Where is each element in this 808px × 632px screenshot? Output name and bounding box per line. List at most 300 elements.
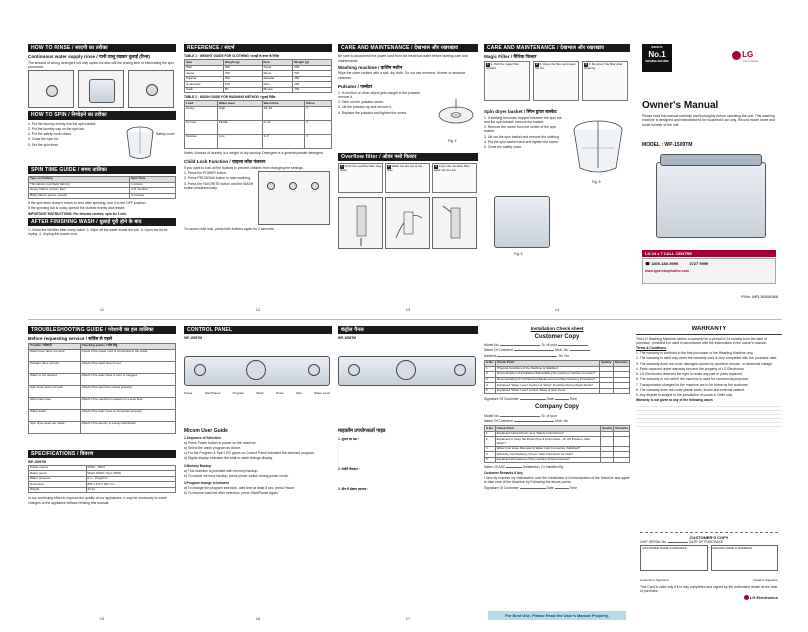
magic-step-2: 2 2. Open the filter and clean the lint. bbox=[533, 61, 579, 101]
check-point: Explained 'Water Level' function & 'Water' Overflow During Wash Mode? bbox=[495, 383, 599, 389]
timer-knob-icon bbox=[46, 85, 58, 97]
reference-notes: Notes: Amount of laundry is a weight of dry laundry. Detergent is a general powder detergent. bbox=[184, 150, 324, 155]
magic-step-3: 3 3. Re-insert the filter after cleaning. bbox=[582, 61, 628, 101]
hindi-item: 2. मेमोरी बैकअप : bbox=[338, 466, 360, 471]
check-point: Explained all Features of the machine & Demo Ready? bbox=[495, 457, 600, 463]
hand-icon bbox=[386, 198, 431, 250]
control-panel-header: CONTROL PANEL bbox=[184, 326, 332, 334]
customer-address-box: CUSTOMER NAME & ADDRESS bbox=[640, 545, 708, 571]
washer-icon bbox=[89, 79, 115, 103]
customer-address-field: Address Tel. No. bbox=[484, 353, 570, 358]
table-cell: 0.3 ~ 8 kgf/cm² bbox=[86, 476, 175, 482]
wash-table-title: TABLE 2 : WASH GUIDE FOR WASHING METHOD / धुलाई निर्देश bbox=[184, 95, 276, 100]
part-number: P/No. MFL36508366 bbox=[741, 294, 778, 299]
customer-signature-field: Signature Of Customer Date Time bbox=[484, 397, 578, 402]
troubleshoot-header: TROUBLESHOOTING GUIDE / परेशानी का हल तालिका bbox=[28, 326, 176, 334]
table-cell: Check if the machine is placed on a level floor. bbox=[80, 397, 175, 409]
rinse-header: HOW TO RINSE / सादगी का तरीका bbox=[28, 44, 176, 52]
overflow-illustration bbox=[432, 197, 477, 249]
panel-label: Power bbox=[184, 391, 193, 396]
spin-note: If the spinning tub is noisy, spread the clothes evenly and restart. bbox=[28, 206, 126, 211]
warranty-term: 4. Parts replaced under warranty become the property of LG Electronics. bbox=[636, 366, 745, 371]
spin-basket-step: 4. Put the spin basket back and tighten the screw. bbox=[484, 139, 559, 144]
sequence-step: c) For the Program & Spin LED glows on Control Panel indicates the selected program. bbox=[184, 451, 315, 455]
website: www.lgservicepluslive.com bbox=[645, 269, 689, 273]
table-cell: 3~5 bbox=[262, 134, 305, 148]
warranty-term: 6. The warranty is not valid if the machine is used for commercial purposes. bbox=[636, 377, 750, 382]
favorite-button-icon bbox=[311, 182, 319, 190]
check-point: Demonstration of Installation/Disinstalling the washing machine is proper? bbox=[495, 372, 599, 378]
cover-machine-illustration bbox=[656, 152, 766, 242]
control-panel-model-hindi: WP-1509TM bbox=[338, 336, 356, 341]
warranty-title: WARRANTY bbox=[636, 326, 782, 335]
weight-table bbox=[184, 59, 332, 93]
warranty-intro: This LG Washing Machine carries a warranty for a period of 24 months from the date of purchase, provided it is used in accordance with the instructions in the owner's manual. bbox=[636, 336, 767, 345]
micom-title-hindi: माइकॉम उपयोगकर्ता गाइड bbox=[338, 428, 386, 435]
table-row bbox=[185, 87, 332, 93]
phone-2: 3727 9999 bbox=[689, 261, 709, 266]
table-header-cell: S.No. bbox=[486, 360, 494, 365]
magic-filter-steps bbox=[484, 61, 630, 103]
overflow-step-1: 1 Push the overflow filter cap down. bbox=[338, 163, 383, 193]
sequence-step: b) Select the wash program as above. bbox=[184, 445, 242, 450]
rinse-step-3 bbox=[128, 70, 174, 108]
child-lock-panel-illustration bbox=[258, 171, 330, 225]
table-cell: 3~5 minutes bbox=[130, 188, 176, 194]
table-cell: 700 bbox=[223, 71, 262, 77]
care-header: CARE AND MAINTENANCE / देखभाल और रखरखाव bbox=[338, 44, 478, 52]
warranty-term: 5. LG Electronics reserves the right to retain any part or parts replaced. bbox=[636, 372, 743, 376]
warranty-term: 3. The warranty does not cover damages caused by accident, misuse, or abnormal voltage. bbox=[636, 361, 773, 366]
pulsator-steps bbox=[338, 91, 428, 116]
spin-basket-step: 5. Close the safety cover. bbox=[484, 145, 523, 150]
child-lock-steps bbox=[184, 171, 332, 227]
customer-model-field: Model No. Sr. of your bbox=[484, 343, 630, 347]
model-label: MODEL : WP-1509TM bbox=[642, 142, 693, 148]
table-cell: 5 minutes bbox=[130, 193, 176, 199]
table-header-cell: Check Point bbox=[495, 426, 600, 432]
table-cell: Sock bbox=[185, 87, 224, 93]
table-cell: Power source bbox=[29, 465, 87, 471]
tap-icon bbox=[146, 84, 158, 96]
table-row: 4 Explained 'Water Level' function & 'Water' Overflow During Wash Mode? bbox=[485, 383, 630, 389]
table-cell: 230V~, 50Hz bbox=[86, 465, 175, 471]
sequence-step: d) Digital display indicates the total or wash timings display. bbox=[184, 456, 273, 461]
child-lock-step: 1. Press the POWER button. bbox=[184, 171, 228, 176]
warranty-footer-note: This Card is valid only if it is duly completed and signed by the authorised dealer at the date of purchase. bbox=[640, 585, 778, 594]
terms-title: Terms & Conditions bbox=[636, 346, 667, 350]
spec-table bbox=[28, 465, 176, 494]
spin-time-header: SPIN TIME GUIDE / समय तालिका bbox=[28, 166, 176, 174]
check-point: Demonstrating of Lid Filter/Lint Basket and Overflow Cleaning Procedure? bbox=[495, 377, 599, 383]
special-title: Warranty is not given to any of the following cases bbox=[636, 398, 713, 403]
remark-title: Customer Remarks If Any bbox=[484, 470, 523, 475]
address-boxes bbox=[640, 545, 778, 571]
remark-text: I here by express my Satisfaction over the Installation & Demonstration of the Machine and agree to take care of the Machine by Following the above points. bbox=[484, 475, 630, 484]
spin-basket-step: 3. Lift out the spin basket and remove the clothing. bbox=[484, 134, 560, 139]
pulsator-step: 4. Replace the pulsator and tighten the screw. bbox=[338, 110, 407, 115]
table-row bbox=[29, 361, 176, 373]
table-cell: Check if the wash timer is set. bbox=[80, 361, 175, 373]
table-header-cell: Quality bbox=[601, 360, 612, 365]
hindi-lines bbox=[338, 442, 478, 466]
important-instructions: IMPORTANT INSTRUCTIONS: For delicate clothes, spin for 1 min. bbox=[28, 211, 127, 216]
spin-time-table bbox=[28, 176, 176, 199]
serial-field: UNIT SERIAL No. DATE OF PURCHASE bbox=[640, 540, 724, 544]
troubleshoot-table bbox=[28, 343, 176, 434]
warranty-term: 9. Any dispute is subject to the jurisdiction of courts in Delhi only. bbox=[636, 393, 733, 397]
check-point: Explained 'Water Level' control, Water & Spin Timer bbox=[495, 388, 599, 394]
table-cell: Pajama bbox=[185, 76, 224, 82]
table-cell: 500 bbox=[223, 76, 262, 82]
spin-basket-step: 2. Remove the screw from the center of the spin basket. bbox=[484, 125, 557, 134]
spin-step: 1. Put the laundry evenly into the spin basket. bbox=[28, 121, 97, 126]
table-cell: 2 bbox=[305, 120, 332, 134]
table-header-cell: Weight (g) bbox=[293, 60, 332, 66]
sequence-title: 1.Sequence of Selection bbox=[184, 435, 221, 440]
spin-step: 3. Put the safety cover down. bbox=[28, 132, 72, 137]
check-point: Explained 'Hand Check' as & 'Safety' Instructions? bbox=[495, 431, 600, 437]
page-14 bbox=[484, 44, 630, 313]
spin-basket-steps bbox=[484, 116, 564, 151]
signature-row bbox=[640, 579, 778, 583]
child-lock-step: 3. Press the FAVORITE button and the WASH button simultaneously. bbox=[184, 181, 254, 190]
page-number: 16 bbox=[255, 616, 261, 621]
tagline: Life's Good bbox=[743, 59, 759, 64]
install-footer: For Best Use, Please Read the User's Manual Properly. bbox=[488, 611, 626, 620]
table-row: 2 Demonstration of Installation/Disinstalling the washing machine is proper? bbox=[485, 372, 630, 378]
pulsator-step: 3. Lift the pulsator up and remove it. bbox=[338, 105, 393, 110]
table-header-cell: Load bbox=[185, 101, 218, 107]
table-cell: Check if the laundry is evenly distributed. bbox=[80, 421, 175, 433]
table-row: 5 Explained all Features of the machine & Demo Ready? bbox=[485, 457, 630, 463]
panel-labels bbox=[184, 392, 330, 396]
table-cell: 500 bbox=[293, 71, 332, 77]
page-17 bbox=[338, 326, 478, 622]
table-row: 2 Explained to Keep the Brush Pipe & Drain Hose - Or Off Position, After Wash? bbox=[485, 437, 630, 446]
company-copy-title: Company Copy bbox=[534, 404, 579, 411]
badge-top: INDIA'S bbox=[651, 45, 663, 49]
phone-numbers bbox=[642, 258, 776, 284]
table-header-cell: Check Point bbox=[495, 360, 599, 366]
table-header-cell: Spin Time bbox=[130, 176, 176, 182]
spin-tub-icon bbox=[124, 124, 158, 162]
table-cell: Shirt bbox=[185, 65, 224, 71]
table-cell: Thin fabrics (synthetic fabrics) bbox=[29, 182, 130, 188]
washing-machine-title: Washing machine / वाशिंग मशीन bbox=[338, 64, 403, 70]
spin-step: 5. Set the spin timer. bbox=[28, 142, 59, 147]
table-header-cell: Remarks bbox=[614, 360, 628, 365]
hindi-item: 1. चुनाव का क्रम : bbox=[338, 436, 360, 441]
cover-page bbox=[636, 44, 782, 313]
panel-label: Wash bbox=[256, 391, 264, 396]
page-11 bbox=[28, 44, 176, 313]
page-12 bbox=[184, 44, 332, 313]
table-cell: Wash 400W / Spin 200W bbox=[86, 471, 175, 477]
memory-step: b) To cancel memory backup, press power switch during power mode. bbox=[184, 473, 289, 478]
check-point: Warranty card Delivery, Proper Cash Instruction for User? bbox=[495, 452, 600, 458]
table-cell: 855 x 470 x 905 mm bbox=[86, 482, 175, 488]
rinse-intro: The amount of wrong detergent not only spoils but also will the rinsing time or eliminating the spin procedure. bbox=[28, 60, 175, 70]
rinse-step-1 bbox=[28, 70, 74, 108]
fig-6-label: Fig. 6 bbox=[514, 251, 523, 256]
table-cell: Blouse bbox=[262, 87, 293, 93]
warranty-term: 7. Transportation charges for the machine are to be borne by the customer. bbox=[636, 382, 749, 387]
table-row bbox=[29, 409, 176, 421]
table-row: 5 Explained 'Water Level' control, Water & Spin Timer bbox=[485, 388, 630, 394]
safety-cover-label: Safety cover bbox=[156, 131, 175, 136]
table-cell: 150 bbox=[293, 87, 332, 93]
overflow-step-2: 2 Wash the lint out of the filter. bbox=[385, 163, 430, 193]
memory-title: 2.Memory Backup bbox=[184, 463, 212, 468]
asc-field: Name Of ASC Installation, Dr Installed By bbox=[484, 465, 564, 470]
table-cell: 2 bbox=[305, 106, 332, 120]
page-number: 11 bbox=[99, 307, 105, 312]
table-cell: 200 bbox=[223, 65, 262, 71]
installation-check-sheet bbox=[484, 326, 630, 622]
page-15 bbox=[28, 326, 176, 622]
table-cell: Check if the drain hose is connected properly. bbox=[80, 409, 175, 421]
table-cell: Spin timer does not work bbox=[29, 385, 81, 397]
child-lock-text: If you want to lock all the buttons to prevent children from changing the settings. bbox=[184, 165, 304, 170]
table-cell: Spin dryer does not rotate bbox=[29, 421, 81, 433]
table-cell: 10~15 bbox=[262, 106, 305, 120]
spin-basket-section bbox=[484, 116, 630, 266]
warranty-brand: LG Electronics bbox=[640, 595, 778, 600]
company-signature-field: Signature Of Customer Date Time bbox=[484, 486, 578, 491]
table-header-cell: S.No. bbox=[486, 425, 494, 430]
table-row: 3 Water Inlet Hose Diameter & Water Inlet Connection Satisfied? bbox=[485, 446, 630, 452]
spin-basket-title: Spin dryer basket / स्पिन ड्रायर बास्केट bbox=[484, 108, 557, 114]
table-header-cell: Water level bbox=[218, 101, 263, 107]
table-cell: 6~10 bbox=[262, 120, 305, 134]
table-cell: Wash timer does not work bbox=[29, 349, 81, 361]
table-header-cell: Weight (g) bbox=[223, 60, 262, 66]
table-cell: 100 bbox=[223, 82, 262, 88]
pulsator-icon bbox=[436, 95, 476, 139]
lg-logo bbox=[732, 50, 758, 64]
change-step: a) To change the program selection, wait time at least 5 sec, press Pause. bbox=[184, 486, 295, 490]
table-row: 4 Warranty card Delivery, Proper Cash Instruction for User? bbox=[485, 452, 630, 458]
table-cell: Check if the spin lid is closed properly. bbox=[80, 385, 175, 397]
table-cell: 1 minute bbox=[130, 182, 176, 188]
washing-machine-text: Wipe the outer surface with a soft, dry cloth. Do not use benzene, thinner or abrasive cleaners. bbox=[338, 71, 466, 80]
table-cell: Water leaks bbox=[29, 409, 81, 421]
wash-button-icon bbox=[289, 182, 297, 190]
table-header-cell: Item bbox=[185, 60, 224, 66]
spin-steps bbox=[28, 122, 116, 148]
table-cell: Water is not drained bbox=[29, 373, 81, 385]
table-cell: Jeans bbox=[185, 71, 224, 77]
care-header-2: CARE AND MAINTENANCE / देखभाल और रखरखाव bbox=[484, 44, 630, 52]
spec-model: WP-1509TM bbox=[28, 459, 46, 464]
customer-signature-label: Customer's Signature bbox=[640, 578, 669, 583]
table-header-cell: Type of clothing bbox=[29, 176, 130, 182]
phone-icon: ☎ bbox=[645, 261, 652, 266]
company-model-field: Model No. Sr. of your bbox=[484, 413, 557, 418]
table-cell: Dimension bbox=[29, 482, 87, 488]
panel-label: Water Level bbox=[314, 391, 330, 396]
panel-label: Start/Pause bbox=[204, 391, 221, 396]
table-row bbox=[185, 106, 332, 120]
after-wash-header: AFTER FINISHING WASH / धुलाई पूरी होने के बाद bbox=[28, 218, 176, 226]
child-lock-note: To cancel child lock, press both buttons again for 3 seconds. bbox=[184, 227, 275, 232]
spin-tub-illustration bbox=[124, 124, 158, 162]
weight-table-title: TABLE 1 : WEIGHT GUIDE FOR CLOTHING / कपड़ों के वजन के निर्देश bbox=[184, 54, 279, 59]
overflow-illustration bbox=[338, 197, 383, 249]
control-panel-header-hindi: कंट्रोल पैनल bbox=[338, 326, 478, 334]
installation-title: Installation Check sheet bbox=[530, 326, 584, 331]
table-row bbox=[29, 373, 176, 385]
spec-note: In our continuing effort to improve the quality of our appliances, it may be necessary to make changes to the appliance without revising this manual. bbox=[28, 496, 167, 505]
child-lock-step: 2. Press PROGRAM button to start washing. bbox=[184, 176, 251, 181]
after-wash-text: 1. Clean the lint filter after every wash. 2. Wipe off the water inside the tub. 3. Open the lid for drying. 4. Unplug the power cord. bbox=[28, 227, 168, 237]
table-cell: High bbox=[218, 106, 263, 120]
sequence-step: a) Press Power button to power on the machine. bbox=[184, 440, 257, 445]
phone-1: 1800-180-9999 bbox=[651, 261, 679, 266]
table-cell: Weight bbox=[29, 487, 87, 493]
table-cell: Middle bbox=[218, 120, 263, 134]
table-cell: 50 bbox=[223, 87, 262, 93]
check-point: Water Inlet Hose Diameter & Water Inlet Connection Satisfied? bbox=[495, 446, 600, 452]
page-16 bbox=[184, 326, 332, 622]
cover-intro: Please read this manual carefully and thoroughly before operating the unit. This washing machine is designed and manufactured for household use only. Record model name and serial number of the unit. bbox=[642, 114, 776, 127]
table-cell: Check if the drain hose is bent or clogged. bbox=[80, 373, 175, 385]
spin-basket-step: 1. If clothing becomes trapped between the spin tub and the spin basket, remove the basket. bbox=[484, 115, 562, 124]
table-cell: 1 bbox=[305, 134, 332, 148]
table-row bbox=[185, 134, 332, 148]
table-cell: 450 bbox=[293, 76, 332, 82]
control-panel-illustration-hindi bbox=[338, 342, 478, 426]
overflow-header: Overflow filter / ओवर फ्लो फिल्टर bbox=[338, 153, 478, 161]
table-cell: Heavy fabrics (cotton, flax) bbox=[29, 188, 130, 194]
table-row: 3 Demonstrating of Lid Filter/Lint Basket and Overflow Cleaning Procedure? bbox=[485, 377, 630, 383]
table-cell: Skirt bbox=[262, 82, 293, 88]
table-cell: Check if the power cord is connected to the outlet. bbox=[80, 349, 175, 361]
table-cell: 24 kg bbox=[86, 487, 175, 493]
page-number: 15 bbox=[99, 616, 105, 621]
table-cell: Low bbox=[218, 134, 263, 148]
power-button-icon bbox=[267, 182, 275, 190]
badge-number: No.1 bbox=[648, 49, 666, 59]
spin-section bbox=[28, 122, 176, 166]
table-cell: Abnormal noise bbox=[29, 397, 81, 409]
lg-circle-icon bbox=[732, 51, 741, 60]
washer-lid bbox=[660, 154, 762, 166]
fig-4-label: Fig. 4 bbox=[448, 138, 457, 143]
table-header-cell: Remarks bbox=[615, 425, 628, 430]
company-name-field: Name Of Customer Mob. No. bbox=[484, 419, 569, 424]
insert-arrow-icon bbox=[433, 198, 478, 250]
pulsator-step: 1. If a button or other object gets caught in the pulsator, remove it. bbox=[338, 90, 421, 99]
customer-copy-label: CUSTOMER'S COPY bbox=[689, 535, 729, 540]
table-header-cell: Checking points / जाँच बिंदु bbox=[80, 343, 175, 349]
child-lock-list bbox=[184, 171, 254, 191]
change-step: b) To resume machine after selection, press Start/Pause again. bbox=[184, 491, 279, 496]
pulsator-title: Pulsator / पल्सेटर bbox=[338, 83, 373, 89]
panel-label: Spin bbox=[295, 391, 302, 396]
table-header-cell: Rinse bbox=[305, 101, 332, 107]
table-header-cell: Item bbox=[262, 60, 293, 66]
table-cell: Delicate bbox=[185, 134, 218, 148]
table-cell: 250 bbox=[293, 82, 332, 88]
warranty-term: 1. The warranty is confined to the first purchaser of the Washing Machine only. bbox=[636, 351, 754, 355]
table-cell: Rated power bbox=[29, 471, 87, 477]
check-point: Physical Condition of the Machine is Satisfied bbox=[495, 366, 599, 372]
rinse-subtitle: Continuous water supply rinse / पानी चालू रखकर धुलाई (रिन्स) bbox=[28, 54, 150, 60]
overflow-illustration bbox=[385, 197, 430, 249]
spin-dryer-illustration bbox=[494, 196, 550, 248]
customer-check-table bbox=[484, 360, 630, 394]
customer-copy-title: Customer Copy bbox=[534, 333, 580, 340]
pulsator-section bbox=[338, 91, 478, 147]
page-number: 13 bbox=[405, 307, 411, 312]
table-cell: Bulky fabrics (jeans, towels) bbox=[29, 193, 130, 199]
spin-basket-icon bbox=[570, 118, 626, 178]
spin-step: 2. Put the laundry cap on the spin tub. bbox=[28, 126, 86, 131]
overflow-step-3: 3 Insert the overflow filter back into the tub. bbox=[432, 163, 477, 193]
micom-title: Micom User Guide bbox=[184, 428, 228, 435]
table-cell: 300 bbox=[293, 65, 332, 71]
badge-bottom: WASHING MACHINE bbox=[645, 59, 669, 63]
page-number: 12 bbox=[255, 307, 261, 312]
care-intro: Be sure to disconnect the power cord from the electrical outlet before starting care and maintenance. bbox=[338, 54, 468, 63]
table-row bbox=[29, 385, 176, 397]
magic-filter-title: Magic Filter / मैजिक फिल्टर bbox=[484, 54, 537, 60]
table-row bbox=[29, 397, 176, 409]
control-panel-model: WP-1509TM bbox=[184, 336, 202, 341]
panel-label: Program bbox=[232, 391, 245, 396]
table-row bbox=[29, 487, 176, 493]
overflow-steps-top bbox=[338, 163, 478, 195]
change-title: 3.Program change in between bbox=[184, 481, 230, 485]
memory-step: a) This machine is provided with memory backup. bbox=[184, 468, 259, 473]
page-divider bbox=[28, 319, 782, 320]
india-no1-badge bbox=[642, 44, 672, 72]
twin-tub-washer-icon bbox=[656, 162, 766, 238]
spin-step: 4. Close the spin lid. bbox=[28, 137, 59, 142]
panel-label: Rinse bbox=[276, 391, 284, 396]
table-row bbox=[29, 421, 176, 433]
warranty-page bbox=[636, 326, 782, 622]
table-row bbox=[29, 349, 176, 361]
brand-name: LG bbox=[742, 50, 754, 59]
check-point: Explained to Keep the Brush Pipe & Drain Hose - Or Off Position, After Wash? bbox=[495, 437, 600, 446]
table-cell: Sweater bbox=[262, 76, 293, 82]
spec-header: SPECIFICATIONS / विवरण bbox=[28, 450, 176, 458]
page-number: 14 bbox=[554, 307, 560, 312]
table-row: 1 Physical Condition of the Machine is Satisfied bbox=[485, 366, 630, 372]
hindi-item: 3. बीच में प्रोग्राम बदलना : bbox=[338, 486, 369, 491]
table-header-cell: Quality bbox=[602, 425, 613, 430]
fig-5-label: Fig. 5 bbox=[592, 179, 601, 184]
table-cell: Sheet bbox=[262, 71, 293, 77]
table-cell: Towel bbox=[262, 65, 293, 71]
customer-name-field: Name Of Customer Mob. No. bbox=[484, 348, 630, 352]
child-lock-title: Child Lock Function / चाइल्ड लॉक फंक्शन bbox=[184, 159, 266, 165]
dealer-address-box: DEALER NAME & ADDRESS bbox=[711, 545, 779, 571]
hindi-lines bbox=[338, 472, 478, 486]
warranty-fine-print bbox=[636, 403, 782, 429]
table-cell: Normal bbox=[185, 120, 218, 134]
lg-circle-icon bbox=[744, 595, 749, 600]
warranty-term: 8. The warranty does not cover plastic parts, knobs and external cabinet. bbox=[636, 387, 746, 392]
table-cell: Pulsator does not turn bbox=[29, 361, 81, 373]
control-panel-illustration bbox=[184, 342, 332, 426]
page-13 bbox=[338, 44, 478, 313]
overflow-illustrations bbox=[338, 197, 478, 251]
wash-table bbox=[184, 100, 332, 149]
